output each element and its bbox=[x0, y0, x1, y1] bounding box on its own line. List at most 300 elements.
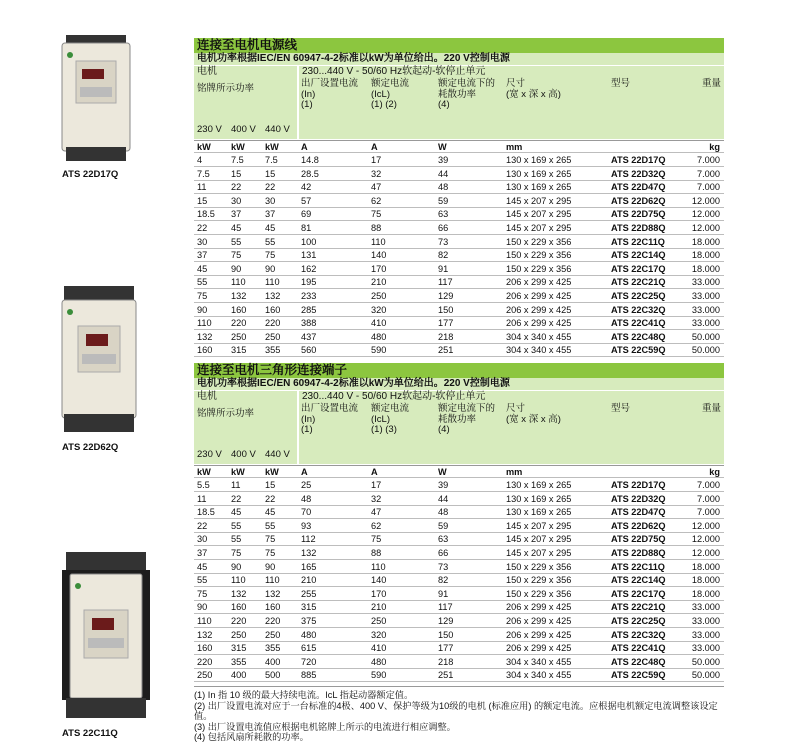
cell-dim: 150 x 229 x 356 bbox=[506, 263, 572, 274]
cell-kw440: 75 bbox=[265, 250, 276, 261]
cell-in: 93 bbox=[301, 520, 312, 531]
table-row bbox=[194, 561, 724, 574]
table-row bbox=[194, 317, 724, 330]
cell-dim: 150 x 229 x 356 bbox=[506, 575, 572, 586]
table-row bbox=[194, 344, 724, 357]
cell-kw400: 30 bbox=[231, 195, 242, 206]
col-loss: 额定电流下的 耗散功率 (4) bbox=[438, 78, 496, 111]
cell-dim: 206 x 299 x 425 bbox=[506, 277, 572, 288]
cell-in: 720 bbox=[301, 656, 317, 667]
cell-kw230: 18.5 bbox=[197, 507, 215, 518]
footnote-3: (3) 出厂设置电流值应根据电机铭牌上所示的电流进行相应调整。 bbox=[194, 721, 456, 732]
cell-dim: 145 x 207 x 295 bbox=[506, 534, 572, 545]
col-ref: 型号 bbox=[611, 78, 631, 89]
cell-icl: 32 bbox=[371, 493, 382, 504]
cell-ref: ATS 22C59Q bbox=[611, 345, 666, 356]
cell-kw400: 11 bbox=[231, 480, 241, 490]
cell-in: 69 bbox=[301, 209, 312, 220]
cell-in: 285 bbox=[301, 304, 317, 315]
cell-loss: 59 bbox=[438, 520, 449, 531]
cell-kw230: 5.5 bbox=[197, 480, 210, 490]
cell-weight: 33.000 bbox=[691, 643, 720, 654]
cell-dim: 206 x 299 x 425 bbox=[506, 643, 572, 654]
table-row bbox=[194, 154, 724, 167]
notes-divider bbox=[194, 686, 724, 687]
col-weight: 重量 bbox=[702, 78, 722, 89]
table-row bbox=[194, 276, 724, 289]
cell-icl: 140 bbox=[371, 250, 387, 261]
cell-in: 315 bbox=[301, 602, 317, 613]
cell-kw440: 90 bbox=[265, 561, 276, 572]
cell-dim: 206 x 299 x 425 bbox=[506, 629, 572, 640]
cell-icl: 250 bbox=[371, 616, 387, 626]
cell-dim: 145 x 207 x 295 bbox=[506, 548, 572, 558]
power-label: 铭牌所示功率 bbox=[197, 408, 255, 419]
cell-icl: 17 bbox=[371, 155, 382, 165]
cell-weight: 7.000 bbox=[697, 493, 720, 504]
cell-kw400: 160 bbox=[231, 602, 247, 613]
cell-kw230: 110 bbox=[197, 616, 212, 626]
cell-in: 70 bbox=[301, 507, 312, 518]
cell-icl: 88 bbox=[371, 223, 382, 233]
cell-weight: 33.000 bbox=[691, 602, 720, 613]
cell-kw400: 90 bbox=[231, 561, 242, 572]
cell-kw230: 132 bbox=[197, 331, 213, 342]
table-row bbox=[194, 601, 724, 614]
cell-dim: 206 x 299 x 425 bbox=[506, 304, 572, 315]
cell-ref: ATS 22D88Q bbox=[611, 548, 666, 558]
cell-kw400: 45 bbox=[231, 507, 242, 518]
col-dim: 尺寸 (宽 x 深 x 高) bbox=[506, 403, 561, 425]
section-title: 连接至电机电源线 bbox=[194, 38, 724, 53]
cell-in: 25 bbox=[301, 480, 312, 490]
cell-loss: 82 bbox=[438, 575, 449, 586]
cell-icl: 170 bbox=[371, 263, 387, 274]
cell-in: 48 bbox=[301, 493, 312, 504]
cell-in: 131 bbox=[301, 250, 317, 261]
cell-loss: 129 bbox=[438, 616, 454, 626]
cell-kw440: 30 bbox=[265, 195, 276, 206]
cell-ref: ATS 22D75Q bbox=[611, 534, 666, 545]
cell-ref: ATS 22D32Q bbox=[611, 493, 666, 504]
cell-weight: 18.000 bbox=[691, 588, 720, 599]
table-row bbox=[194, 506, 724, 519]
cell-ref: ATS 22D75Q bbox=[611, 209, 666, 220]
cell-kw230: 250 bbox=[197, 670, 213, 681]
cell-ref: ATS 22C14Q bbox=[611, 250, 666, 261]
cell-kw440: 132 bbox=[265, 588, 281, 599]
cell-dim: 304 x 340 x 455 bbox=[506, 670, 572, 681]
voltage-230: 230 V bbox=[197, 449, 222, 460]
cell-in: 165 bbox=[301, 561, 317, 572]
cell-dim: 304 x 340 x 455 bbox=[506, 331, 572, 342]
cell-in: 255 bbox=[301, 588, 317, 599]
cell-icl: 47 bbox=[371, 507, 382, 518]
cell-ref: ATS 22C59Q bbox=[611, 670, 666, 681]
table-row bbox=[194, 574, 724, 587]
cell-dim: 130 x 169 x 265 bbox=[506, 507, 572, 518]
cell-dim: 145 x 207 x 295 bbox=[506, 520, 572, 531]
voltage-440: 440 V bbox=[265, 124, 290, 135]
cell-kw440: 220 bbox=[265, 616, 281, 626]
footnote-1: (1) In 指 10 级的最大持续电流。IcL 指起动器额定值。 bbox=[194, 690, 414, 700]
cell-dim: 304 x 340 x 455 bbox=[506, 656, 572, 667]
cell-ref: ATS 22C32Q bbox=[611, 304, 666, 315]
cell-kw400: 132 bbox=[231, 291, 247, 301]
units-row: kW kW kW A A W mm kg bbox=[194, 140, 724, 153]
cell-loss: 44 bbox=[438, 168, 449, 179]
cell-weight: 50.000 bbox=[691, 331, 720, 342]
col-dim: 尺寸 (宽 x 深 x 高) bbox=[506, 78, 561, 100]
cell-loss: 39 bbox=[438, 155, 449, 165]
cell-in: 57 bbox=[301, 195, 312, 206]
table-row bbox=[194, 195, 724, 208]
cell-weight: 33.000 bbox=[691, 616, 720, 626]
col-ref: 型号 bbox=[611, 403, 631, 414]
cell-kw440: 7.5 bbox=[265, 155, 278, 165]
table-row bbox=[194, 629, 724, 642]
cell-loss: 66 bbox=[438, 223, 449, 233]
cell-kw230: 132 bbox=[197, 629, 213, 640]
voltage-440: 440 V bbox=[265, 449, 290, 460]
col-weight: 重量 bbox=[702, 403, 722, 414]
cell-loss: 63 bbox=[438, 534, 449, 545]
cell-kw230: 22 bbox=[197, 520, 208, 531]
cell-in: 885 bbox=[301, 670, 317, 681]
cell-ref: ATS 22C41Q bbox=[611, 318, 666, 329]
motor-label: 电机 bbox=[194, 390, 297, 402]
cell-kw400: 132 bbox=[231, 588, 247, 599]
col-loss: 额定电流下的 耗散功率 (4) bbox=[438, 403, 496, 436]
cell-loss: 117 bbox=[438, 277, 453, 288]
cell-kw230: 160 bbox=[197, 345, 213, 356]
footnote-4: (4) 包括风扇所耗散的功率。 bbox=[194, 732, 309, 743]
cell-ref: ATS 22D47Q bbox=[611, 507, 666, 518]
cell-kw400: 250 bbox=[231, 629, 247, 640]
cell-icl: 110 bbox=[371, 236, 386, 247]
cell-kw230: 7.5 bbox=[197, 168, 210, 179]
section-subtitle: 电机功率根据IEC/EN 60947-4-2标准以kW为单位给出。220 V控制电源 bbox=[194, 53, 724, 65]
cell-dim: 150 x 229 x 356 bbox=[506, 250, 572, 261]
table-row bbox=[194, 181, 724, 194]
cell-kw230: 90 bbox=[197, 304, 208, 315]
cell-kw440: 110 bbox=[265, 575, 280, 586]
col-icl: 额定电流 (IcL) (1) (2) bbox=[371, 78, 410, 111]
cell-loss: 44 bbox=[438, 493, 449, 504]
cell-kw440: 220 bbox=[265, 318, 281, 329]
cell-kw440: 132 bbox=[265, 291, 281, 301]
cell-icl: 47 bbox=[371, 182, 382, 193]
cell-kw400: 15 bbox=[231, 168, 242, 179]
cell-icl: 88 bbox=[371, 548, 382, 558]
cell-icl: 410 bbox=[371, 318, 387, 329]
voltage-400: 400 V bbox=[231, 124, 256, 135]
cell-icl: 75 bbox=[371, 534, 382, 545]
cell-weight: 33.000 bbox=[691, 304, 720, 315]
table-row bbox=[194, 547, 724, 560]
cell-weight: 18.000 bbox=[691, 236, 720, 247]
cell-kw400: 220 bbox=[231, 616, 247, 626]
cell-loss: 129 bbox=[438, 291, 454, 301]
voltage-400: 400 V bbox=[231, 449, 256, 460]
cell-weight: 7.000 bbox=[697, 507, 720, 518]
table-row bbox=[194, 520, 724, 533]
cell-icl: 590 bbox=[371, 670, 387, 681]
cell-weight: 12.000 bbox=[691, 195, 720, 206]
cell-icl: 320 bbox=[371, 629, 387, 640]
table-row bbox=[194, 588, 724, 601]
cell-icl: 250 bbox=[371, 291, 387, 301]
cell-kw230: 45 bbox=[197, 263, 208, 274]
cell-icl: 62 bbox=[371, 520, 382, 531]
caption-ats22c11q: ATS 22C11Q bbox=[62, 728, 118, 739]
table-row bbox=[194, 331, 724, 344]
cell-loss: 218 bbox=[438, 656, 454, 667]
cell-weight: 33.000 bbox=[691, 277, 720, 288]
cell-dim: 130 x 169 x 265 bbox=[506, 480, 572, 490]
cell-kw230: 45 bbox=[197, 561, 208, 572]
cell-loss: 66 bbox=[438, 548, 449, 558]
cell-kw230: 220 bbox=[197, 656, 213, 667]
cell-in: 81 bbox=[301, 223, 312, 233]
cell-kw400: 75 bbox=[231, 548, 242, 558]
cell-kw440: 45 bbox=[265, 507, 276, 518]
cell-ref: ATS 22C48Q bbox=[611, 656, 666, 667]
cell-ref: ATS 22D17Q bbox=[611, 155, 666, 165]
cell-in: 233 bbox=[301, 291, 317, 301]
cell-kw440: 22 bbox=[265, 182, 276, 193]
cell-kw440: 90 bbox=[265, 263, 276, 274]
cell-weight: 12.000 bbox=[691, 548, 720, 558]
cell-kw440: 75 bbox=[265, 534, 276, 545]
cell-ref: ATS 22C21Q bbox=[611, 602, 666, 613]
table-row bbox=[194, 493, 724, 506]
cell-icl: 17 bbox=[371, 480, 382, 490]
cell-kw440: 22 bbox=[265, 493, 276, 504]
cell-icl: 320 bbox=[371, 304, 387, 315]
cell-ref: ATS 22D88Q bbox=[611, 223, 666, 233]
table-row bbox=[194, 290, 724, 303]
cell-loss: 177 bbox=[438, 318, 454, 329]
cell-dim: 130 x 169 x 265 bbox=[506, 493, 572, 504]
cell-kw230: 11 bbox=[197, 493, 207, 504]
product-image-ats22c11q bbox=[60, 552, 152, 720]
cell-dim: 150 x 229 x 356 bbox=[506, 236, 572, 247]
col-icl: 额定电流 (IcL) (1) (3) bbox=[371, 403, 410, 436]
cell-kw230: 110 bbox=[197, 318, 212, 329]
cell-kw400: 55 bbox=[231, 520, 242, 531]
cell-kw400: 220 bbox=[231, 318, 247, 329]
footnote-2: (2) 出厂设置电流对应于一台标准的4极、400 V、保护等级为10级的电机 (标准应用) 的额定电流。应根据电机额定电流调整该设定值。 bbox=[194, 700, 718, 722]
cell-icl: 170 bbox=[371, 588, 387, 599]
table-row bbox=[194, 669, 724, 682]
table-row bbox=[194, 656, 724, 669]
table-row bbox=[194, 615, 724, 628]
product-image-ats22d17q bbox=[60, 35, 132, 163]
cell-loss: 73 bbox=[438, 236, 449, 247]
cell-kw400: 110 bbox=[231, 277, 246, 288]
cell-loss: 48 bbox=[438, 507, 449, 518]
cell-loss: 117 bbox=[438, 602, 453, 613]
cell-ref: ATS 22C14Q bbox=[611, 575, 666, 586]
cell-in: 162 bbox=[301, 263, 317, 274]
cell-icl: 590 bbox=[371, 345, 387, 356]
cell-kw440: 400 bbox=[265, 656, 281, 667]
cell-weight: 12.000 bbox=[691, 520, 720, 531]
cell-ref: ATS 22D62Q bbox=[611, 520, 666, 531]
cell-ref: ATS 22C17Q bbox=[611, 588, 666, 599]
caption-ats22d17q: ATS 22D17Q bbox=[62, 169, 119, 180]
cell-ref: ATS 22C11Q bbox=[611, 561, 665, 572]
cell-dim: 304 x 340 x 455 bbox=[506, 345, 572, 356]
cell-kw440: 15 bbox=[265, 168, 276, 179]
cell-in: 480 bbox=[301, 629, 317, 640]
cell-kw440: 500 bbox=[265, 670, 281, 681]
cell-ref: ATS 22C25Q bbox=[611, 291, 666, 301]
cell-kw440: 160 bbox=[265, 304, 281, 315]
cell-weight: 7.000 bbox=[697, 155, 720, 165]
cell-loss: 59 bbox=[438, 195, 449, 206]
cell-kw400: 355 bbox=[231, 656, 247, 667]
cell-kw230: 11 bbox=[197, 182, 207, 193]
units-row: kW kW kW A A W mm kg bbox=[194, 465, 724, 478]
cell-dim: 130 x 169 x 265 bbox=[506, 168, 572, 179]
caption-ats22d62q: ATS 22D62Q bbox=[62, 442, 119, 453]
cell-in: 375 bbox=[301, 616, 317, 626]
cell-kw440: 45 bbox=[265, 223, 276, 233]
cell-kw400: 315 bbox=[231, 345, 247, 356]
cell-in: 132 bbox=[301, 548, 317, 558]
cell-loss: 251 bbox=[438, 345, 454, 356]
cell-in: 112 bbox=[301, 534, 316, 545]
cell-icl: 480 bbox=[371, 331, 387, 342]
cell-dim: 130 x 169 x 265 bbox=[506, 155, 572, 165]
cell-in: 210 bbox=[301, 575, 317, 586]
table-row bbox=[194, 479, 724, 492]
cell-kw230: 22 bbox=[197, 223, 208, 233]
cell-icl: 210 bbox=[371, 277, 387, 288]
cell-kw230: 37 bbox=[197, 548, 208, 558]
cell-ref: ATS 22C25Q bbox=[611, 616, 666, 626]
cell-kw230: 160 bbox=[197, 643, 213, 654]
footnotes bbox=[194, 690, 728, 743]
cell-in: 195 bbox=[301, 277, 317, 288]
cell-in: 42 bbox=[301, 182, 312, 193]
cell-kw400: 160 bbox=[231, 304, 247, 315]
cell-weight: 7.000 bbox=[697, 168, 720, 179]
cell-kw230: 75 bbox=[197, 291, 208, 301]
cell-kw400: 250 bbox=[231, 331, 247, 342]
section-delta-connection bbox=[194, 363, 724, 681]
cell-weight: 12.000 bbox=[691, 223, 720, 233]
cell-loss: 91 bbox=[438, 263, 449, 274]
cell-ref: ATS 22D47Q bbox=[611, 182, 666, 193]
cell-ref: ATS 22D62Q bbox=[611, 195, 666, 206]
section-subtitle: 电机功率根据IEC/EN 60947-4-2标准以kW为单位给出。220 V控制电源 bbox=[194, 378, 724, 390]
cell-kw400: 75 bbox=[231, 250, 242, 261]
cell-kw230: 15 bbox=[197, 195, 208, 206]
cell-kw440: 160 bbox=[265, 602, 281, 613]
cell-kw440: 355 bbox=[265, 643, 281, 654]
cell-loss: 63 bbox=[438, 209, 449, 220]
cell-icl: 210 bbox=[371, 602, 387, 613]
cell-dim: 145 x 207 x 295 bbox=[506, 209, 572, 220]
cell-dim: 206 x 299 x 425 bbox=[506, 291, 572, 301]
cell-dim: 145 x 207 x 295 bbox=[506, 195, 572, 206]
cell-kw230: 30 bbox=[197, 534, 208, 545]
cell-kw400: 45 bbox=[231, 223, 242, 233]
cell-icl: 480 bbox=[371, 656, 387, 667]
table-row bbox=[194, 304, 724, 317]
cell-in: 28.5 bbox=[301, 168, 319, 179]
cell-ref: ATS 22C11Q bbox=[611, 236, 665, 247]
cell-kw230: 30 bbox=[197, 236, 208, 247]
cell-in: 100 bbox=[301, 236, 317, 247]
cell-loss: 150 bbox=[438, 304, 454, 315]
table-row bbox=[194, 168, 724, 181]
cell-kw400: 90 bbox=[231, 263, 242, 274]
section-title: 连接至电机三角形连接端子 bbox=[194, 363, 724, 378]
cell-dim: 130 x 169 x 265 bbox=[506, 182, 572, 193]
cell-kw400: 37 bbox=[231, 209, 242, 220]
table-row bbox=[194, 236, 724, 249]
cell-kw400: 22 bbox=[231, 493, 242, 504]
cell-weight: 50.000 bbox=[691, 670, 720, 681]
section-line-connection bbox=[194, 38, 724, 356]
cell-loss: 48 bbox=[438, 182, 449, 193]
cell-weight: 33.000 bbox=[691, 318, 720, 329]
cell-weight: 18.000 bbox=[691, 561, 720, 572]
cell-dim: 206 x 299 x 425 bbox=[506, 616, 572, 626]
cell-kw400: 7.5 bbox=[231, 155, 244, 165]
cell-weight: 7.000 bbox=[697, 182, 720, 193]
cell-icl: 32 bbox=[371, 168, 382, 179]
cell-kw230: 37 bbox=[197, 250, 208, 261]
cell-kw440: 250 bbox=[265, 331, 281, 342]
cell-icl: 140 bbox=[371, 575, 387, 586]
supply-label: 230...440 V - 50/60 Hz软起动-软停止单元 bbox=[299, 65, 724, 77]
table-row bbox=[194, 263, 724, 276]
cell-dim: 206 x 299 x 425 bbox=[506, 602, 572, 613]
cell-kw440: 75 bbox=[265, 548, 276, 558]
cell-ref: ATS 22C21Q bbox=[611, 277, 666, 288]
cell-weight: 12.000 bbox=[691, 534, 720, 545]
cell-icl: 110 bbox=[371, 561, 386, 572]
cell-loss: 150 bbox=[438, 629, 454, 640]
cell-kw230: 55 bbox=[197, 277, 208, 288]
cell-loss: 91 bbox=[438, 588, 449, 599]
cell-kw230: 90 bbox=[197, 602, 208, 613]
cell-kw440: 55 bbox=[265, 236, 276, 247]
cell-ref: ATS 22C17Q bbox=[611, 263, 666, 274]
cell-loss: 218 bbox=[438, 331, 454, 342]
cell-in: 388 bbox=[301, 318, 317, 329]
cell-kw400: 22 bbox=[231, 182, 242, 193]
cell-weight: 18.000 bbox=[691, 250, 720, 261]
cell-kw440: 15 bbox=[265, 480, 276, 490]
cell-loss: 73 bbox=[438, 561, 449, 572]
cell-weight: 33.000 bbox=[691, 291, 720, 301]
col-in: 出厂设置电流 (In) (1) bbox=[301, 403, 359, 436]
cell-in: 437 bbox=[301, 331, 317, 342]
cell-kw440: 110 bbox=[265, 277, 280, 288]
cell-loss: 39 bbox=[438, 480, 449, 490]
table-row bbox=[194, 222, 724, 235]
cell-kw400: 55 bbox=[231, 236, 242, 247]
cell-kw440: 55 bbox=[265, 520, 276, 531]
cell-kw440: 37 bbox=[265, 209, 276, 220]
power-label: 铭牌所示功率 bbox=[197, 83, 255, 94]
